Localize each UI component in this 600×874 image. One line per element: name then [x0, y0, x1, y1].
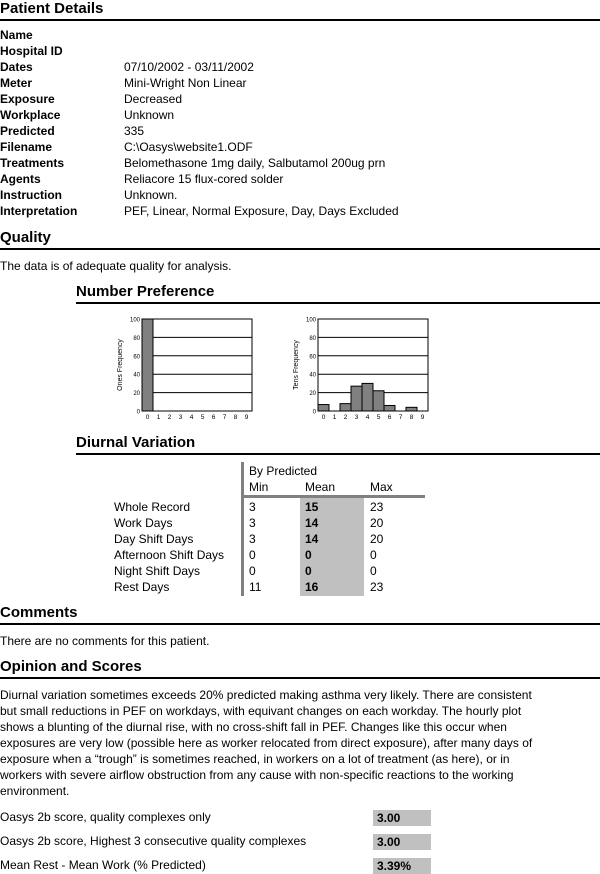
diurnal-row-label: Work Days	[114, 516, 173, 530]
x-tick-label: 9	[420, 414, 425, 421]
y-axis-label: Ones Frequency	[117, 339, 124, 391]
diurnal-min-cell: 0	[249, 564, 256, 578]
patient-detail-value: Mini-Wright Non Linear	[124, 76, 247, 90]
bar	[384, 405, 395, 411]
opinion-line: workers with severe airflow obstruction from any cause with non-specific reactions to the working	[0, 768, 514, 782]
opinion-line: exposure when a “trough” is sometimes reached, in workers on a lot of treatment (as here), or in	[0, 752, 510, 766]
x-tick-label: 7	[398, 414, 403, 421]
tens-frequency-chart	[288, 312, 438, 427]
y-tick-label: 100	[305, 317, 316, 324]
diurnal-table	[0, 462, 600, 597]
diurnal-max-cell: 20	[370, 532, 384, 546]
patient-detail-label: Workplace	[0, 108, 61, 122]
score-value: 3.39%	[373, 858, 431, 874]
y-tick-label: 100	[129, 317, 140, 324]
bar	[142, 319, 153, 411]
score-label: Mean Rest - Mean Work (% Predicted)	[0, 858, 206, 872]
x-tick-label: 6	[387, 414, 392, 421]
score-label: Oasys 2b score, quality complexes only	[0, 810, 211, 824]
diurnal-row-label: Afternoon Shift Days	[114, 548, 225, 562]
patient-detail-value: Unknown.	[124, 188, 178, 202]
diurnal-min-cell: 3	[249, 516, 256, 530]
patient-detail-row	[0, 59, 600, 75]
patient-detail-label: Hospital ID	[0, 44, 63, 58]
patient-detail-value: Belomethasone 1mg daily, Salbutamol 200ug prn	[124, 156, 386, 170]
y-tick-label: 60	[309, 354, 316, 361]
patient-detail-label: Interpretation	[0, 204, 78, 218]
patient-detail-row	[0, 155, 600, 171]
x-tick-label: 0	[321, 414, 326, 421]
patient-detail-label: Dates	[0, 60, 33, 74]
patient-details-title: Patient Details	[0, 0, 600, 21]
x-tick-label: 4	[189, 414, 194, 421]
x-tick-label: 1	[156, 414, 161, 421]
y-tick-label: 40	[309, 372, 316, 379]
diurnal-row-label: Rest Days	[114, 580, 170, 594]
patient-detail-row	[0, 123, 600, 139]
x-tick-label: 3	[354, 414, 359, 421]
patient-detail-row	[0, 27, 600, 43]
patient-detail-row	[0, 171, 600, 187]
patient-detail-row	[0, 91, 600, 107]
table-vertical-rule	[241, 462, 244, 596]
score-label: Oasys 2b score, Highest 3 consecutive quality complexes	[0, 834, 307, 848]
x-tick-label: 0	[145, 414, 150, 421]
diurnal-min-cell: 3	[249, 500, 256, 514]
ones-frequency-chart	[112, 312, 262, 427]
x-tick-label: 4	[365, 414, 370, 421]
y-axis-label: Tens Frequency	[293, 340, 300, 390]
x-tick-label: 8	[409, 414, 414, 421]
diurnal-max-cell: 23	[370, 580, 384, 594]
opinion-line: exposures are very low (possible here as worker relocated from direct exposure), after many days of	[0, 736, 533, 750]
x-tick-label: 5	[200, 414, 205, 421]
y-tick-label: 60	[133, 354, 140, 361]
patient-detail-value: Unknown	[124, 108, 175, 122]
x-tick-label: 8	[233, 414, 238, 421]
number-preference-title: Number Preference	[76, 283, 600, 304]
diurnal-max-cell: 0	[370, 548, 377, 562]
diurnal-row-label: Night Shift Days	[114, 564, 201, 578]
patient-detail-label: Exposure	[0, 92, 55, 106]
comments-title: Comments	[0, 604, 600, 625]
bar	[318, 405, 329, 411]
patient-detail-row	[0, 139, 600, 155]
column-header-min: Min	[249, 480, 269, 494]
diurnal-variation-title: Diurnal Variation	[76, 434, 600, 455]
bar	[406, 407, 417, 411]
x-tick-label: 1	[332, 414, 337, 421]
patient-detail-label: Name	[0, 28, 33, 42]
y-tick-label: 80	[133, 335, 140, 342]
diurnal-min-cell: 0	[249, 548, 256, 562]
diurnal-mean-cell: 0	[305, 548, 312, 562]
bar	[373, 391, 384, 411]
patient-detail-row	[0, 203, 600, 219]
y-tick-label: 80	[309, 335, 316, 342]
y-tick-label: 40	[133, 372, 140, 379]
diurnal-mean-cell: 0	[305, 564, 312, 578]
x-tick-label: 3	[178, 414, 183, 421]
plot-frame	[142, 319, 252, 411]
x-tick-label: 2	[343, 414, 348, 421]
diurnal-mean-cell: 14	[305, 532, 319, 546]
patient-detail-label: Meter	[0, 76, 33, 90]
comments-text: There are no comments for this patient.	[0, 634, 210, 648]
patient-detail-row	[0, 75, 600, 91]
column-header-mean: Mean	[305, 480, 336, 494]
opinion-title: Opinion and Scores	[0, 658, 600, 679]
diurnal-max-cell: 0	[370, 564, 377, 578]
y-tick-label: 0	[136, 409, 140, 416]
patient-detail-label: Predicted	[0, 124, 55, 138]
x-tick-label: 6	[211, 414, 216, 421]
patient-detail-row	[0, 43, 600, 59]
x-tick-label: 9	[244, 414, 249, 421]
bar	[362, 383, 373, 411]
opinion-line: shows a blunting of the diurnal rise, with no cross-shift fall in PEF. Changes like this occur when	[0, 720, 507, 734]
patient-detail-row	[0, 187, 600, 203]
patient-detail-label: Treatments	[0, 156, 65, 170]
patient-detail-value: 335	[124, 124, 145, 138]
diurnal-row-label: Whole Record	[114, 500, 191, 514]
bar	[340, 404, 351, 411]
x-tick-label: 5	[376, 414, 381, 421]
diurnal-mean-cell: 15	[305, 500, 319, 514]
opinion-line: Diurnal variation sometimes exceeds 20% predicted making asthma very likely. There are consistent	[0, 688, 532, 702]
patient-detail-label: Filename	[0, 140, 53, 154]
patient-detail-value: C:\Oasys\website1.ODF	[124, 140, 253, 154]
patient-detail-value: Reliacore 15 flux-cored solder	[124, 172, 284, 186]
table-horizontal-rule	[241, 495, 425, 498]
by-predicted-header: By Predicted	[249, 464, 318, 478]
diurnal-min-cell: 3	[249, 532, 256, 546]
patient-detail-value: PEF, Linear, Normal Exposure, Day, Days Excluded	[124, 204, 399, 218]
y-tick-label: 20	[133, 391, 140, 398]
score-value: 3.00	[373, 834, 431, 850]
diurnal-max-cell: 20	[370, 516, 384, 530]
patient-detail-label: Agents	[0, 172, 41, 186]
column-header-max: Max	[370, 480, 393, 494]
x-tick-label: 7	[222, 414, 227, 421]
diurnal-mean-cell: 16	[305, 580, 319, 594]
diurnal-min-cell: 11	[249, 580, 262, 594]
diurnal-mean-cell: 14	[305, 516, 319, 530]
bar	[351, 386, 362, 411]
patient-detail-label: Instruction	[0, 188, 62, 202]
diurnal-max-cell: 23	[370, 500, 384, 514]
patient-detail-row	[0, 107, 600, 123]
opinion-line: environment.	[0, 784, 70, 798]
score-value: 3.00	[373, 810, 431, 826]
patient-detail-value: 07/10/2002 - 03/11/2002	[124, 60, 254, 74]
quality-text: The data is of adequate quality for analysis.	[0, 259, 232, 273]
patient-detail-value: Decreased	[124, 92, 183, 106]
quality-title: Quality	[0, 229, 600, 250]
opinion-line: but small reductions in PEF on workdays, with equivant changes on each workday. The hourly plot	[0, 704, 522, 718]
diurnal-row-label: Day Shift Days	[114, 532, 194, 546]
y-tick-label: 20	[309, 391, 316, 398]
x-tick-label: 2	[167, 414, 172, 421]
y-tick-label: 0	[312, 409, 316, 416]
